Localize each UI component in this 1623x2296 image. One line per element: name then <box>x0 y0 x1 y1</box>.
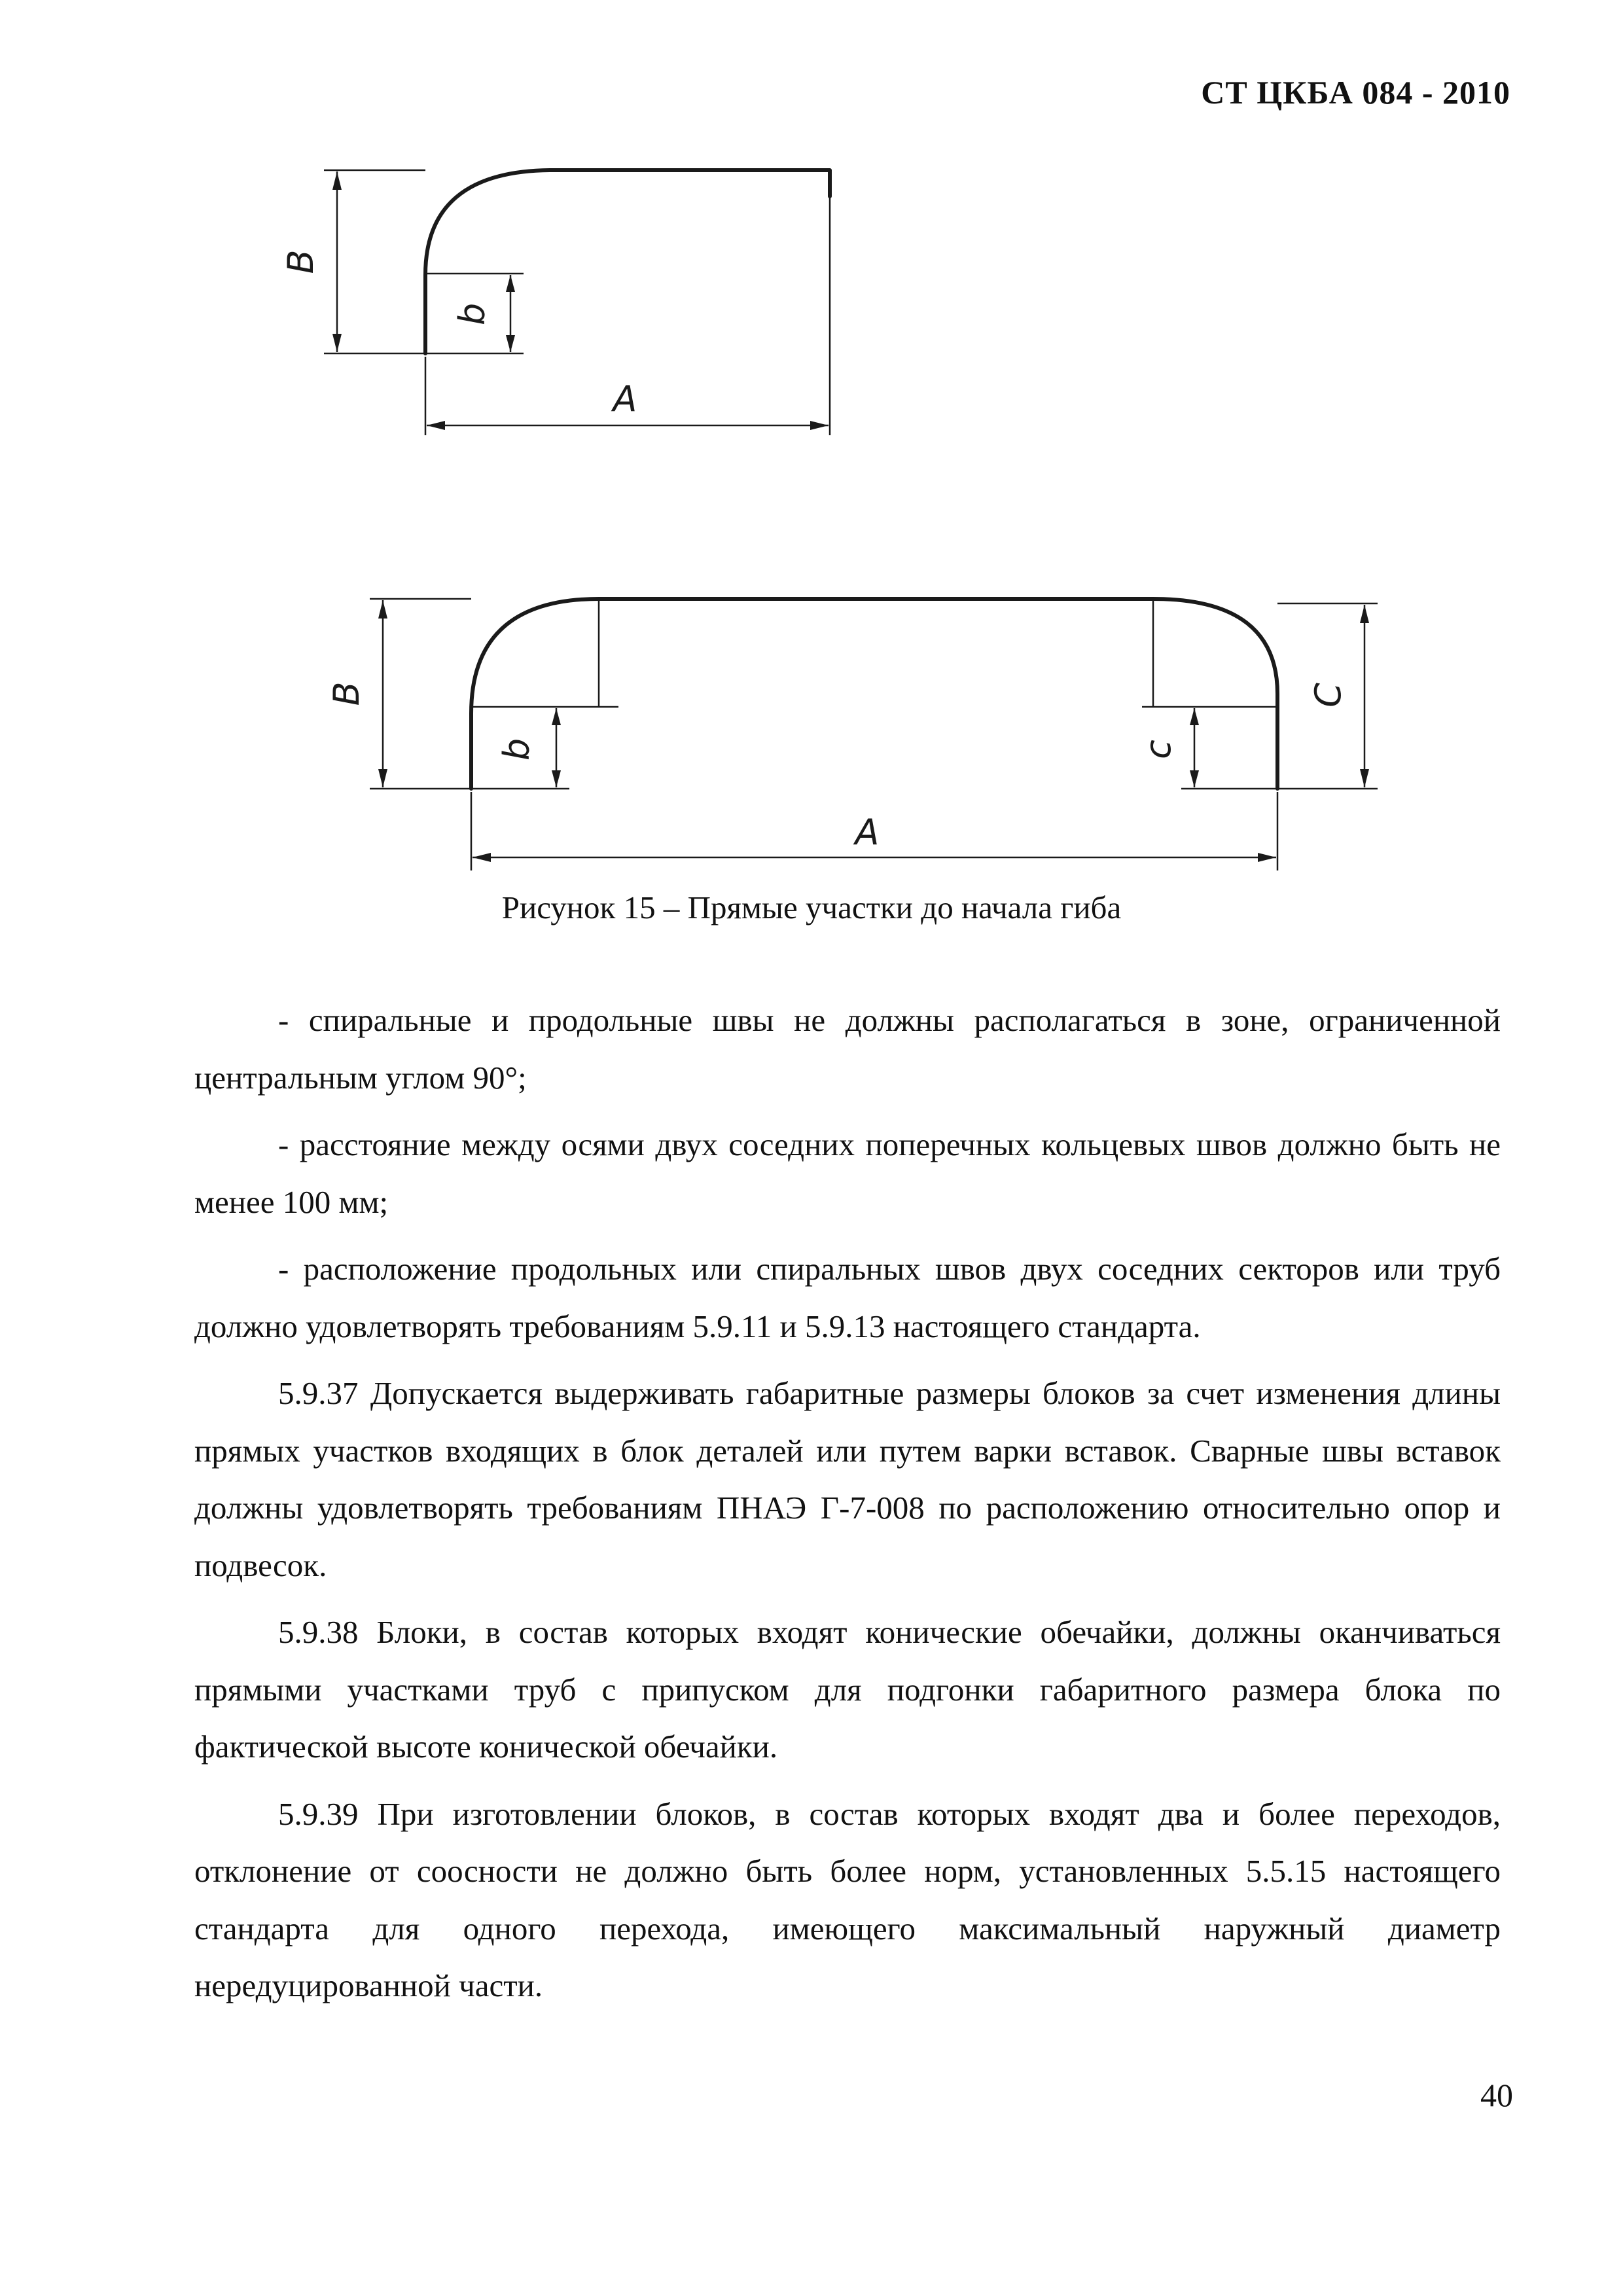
figure-caption: Рисунок 15 – Прямые участки до начала гиба <box>501 889 1122 925</box>
figure-double-bend-drawing <box>0 537 1623 890</box>
dim-label-A-bottom: A <box>855 812 880 853</box>
figure-single-bend-drawing <box>0 0 1623 497</box>
dim-label-c-bottom: c <box>1137 740 1179 759</box>
dim-label-b-bottom: b <box>496 738 537 761</box>
paragraph-5-9-37: 5.9.37 Допускается выдерживать габаритные размеры блоков за счет изменения длины прямых участков входящих в блок деталей или путем варки вставок. Сварные швы вставок должны удовлетворять требованиям ПНАЭ Г-7-008 по расположению относительно опор и подвесок. <box>194 1375 1501 1583</box>
page-number: 40 <box>1480 2077 1513 2113</box>
paragraph-seam-arrangement: - расположение продольных или спиральных швов двух соседних секторов или труб должно удовлетворять требованиям 5.9.11 и 5.9.13 настоящего стандарта. <box>194 1251 1501 1344</box>
dim-label-b-top: b <box>452 302 493 326</box>
dim-label-B-bottom: B <box>326 681 367 706</box>
paragraph-spiral-seams: - спиральные и продольные швы не должны располагаться в зоне, ограниченной центральным углом 90°; <box>194 1002 1501 1096</box>
paragraph-5-9-39: 5.9.39 При изготовлении блоков, в состав которых входят два и более переходов, отклонение от соосности не должно быть более норм, установленных 5.5.15 настоящего стандарта для одного перехода, имеющего максимальный наружный диаметр нередуцированной части. <box>194 1795 1501 2003</box>
dim-label-A-top: A <box>613 378 637 420</box>
dim-label-C-bottom: C <box>1308 683 1349 708</box>
document-code-header: СТ ЦКБА 084 - 2010 <box>1201 74 1510 111</box>
body-text <box>194 992 1501 2024</box>
paragraph-5-9-38: 5.9.38 Блоки, в состав которых входят конические обечайки, должны оканчиваться прямыми участками труб с припуском для подгонки габаритного размера блока по фактической высоте конической обечайки. <box>194 1614 1501 1765</box>
paragraph-ring-seam-distance: - расстояние между осями двух соседних поперечных кольцевых швов должно быть не менее 100 мм; <box>194 1126 1501 1220</box>
dim-label-B-top: B <box>280 249 321 274</box>
